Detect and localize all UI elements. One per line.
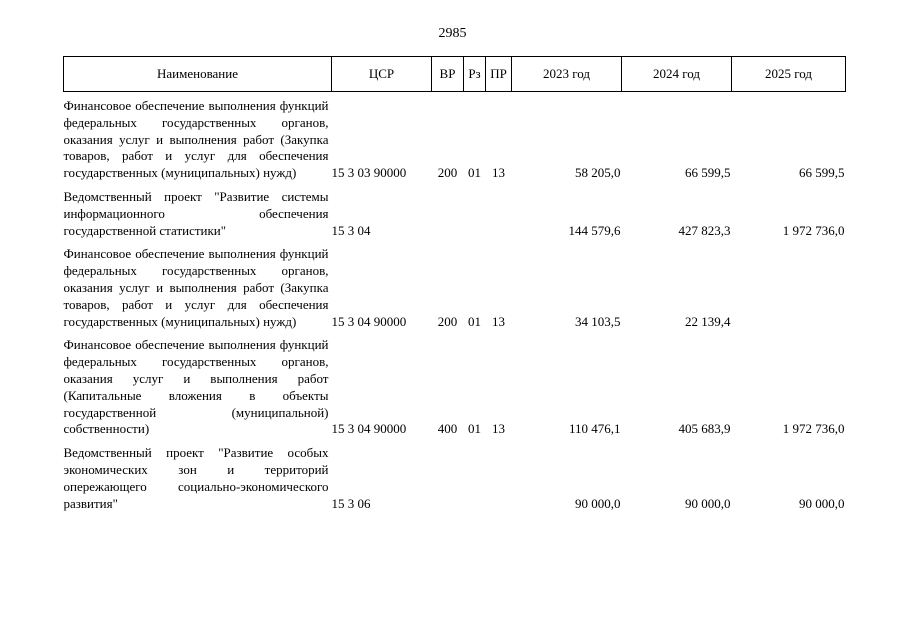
row-name: Ведомственный проект "Развитие особых экономических зон и территорий опережающего социально-экономического развития" [63,445,329,511]
row-rz [464,445,486,519]
header-rz: Рз [464,57,486,92]
header-csr: ЦСР [332,57,432,92]
page-number: 2985 [438,26,467,41]
table-row [64,92,846,189]
row-rz: 01 [468,421,481,437]
row-rz: 01 [468,313,481,329]
row-2025: 90 000,0 [799,495,845,511]
row-2023: 90 000,0 [575,495,621,511]
header-vr: ВР [432,57,464,92]
row-csr: 15 3 03 90000 [331,165,407,181]
row-2024: 405 683,9 [678,421,731,437]
row-name: Финансовое обеспечение выполнения функций федеральных государственных органов, оказания услуг и выполнения работ (Закупка товаров, работ и услуг для обеспечения государственных (муниципальных) нужд) [63,98,329,181]
row-csr: 15 3 06 [331,495,371,511]
row-vr: 400 [437,421,458,437]
row-2025: 1 972 736,0 [782,421,845,437]
row-2023: 34 103,5 [575,313,621,329]
row-2024: 90 000,0 [685,495,731,511]
row-pr: 13 [492,421,505,437]
row-pr [486,189,512,246]
row-csr: 15 3 04 90000 [331,421,407,437]
row-2023: 110 476,1 [568,421,621,437]
row-2024: 427 823,3 [678,222,731,238]
row-2024: 66 599,5 [685,165,731,181]
table-row [64,246,846,337]
header-2023: 2023 год [512,57,622,92]
row-pr [486,445,512,519]
row-rz: 01 [468,165,481,181]
row-2024: 22 139,4 [685,313,731,329]
row-name: Финансовое обеспечение выполнения функций федеральных государственных органов, оказания услуг и выполнения работ (Закупка товаров, работ и услуг для обеспечения государственных (муниципальных) нужд) [63,246,329,329]
row-rz [464,189,486,246]
table-row [64,337,846,445]
header-name: Наименование [64,57,332,92]
row-name: Ведомственный проект "Развитие системы информационного обеспечения государственной статистики" [63,188,329,238]
row-2023: 58 205,0 [575,165,621,181]
row-pr: 13 [492,165,505,181]
table-row [64,189,846,246]
row-vr: 200 [437,165,458,181]
header-2025: 2025 год [732,57,846,92]
row-csr: 15 3 04 90000 [331,313,407,329]
budget-table [63,56,846,519]
row-vr [432,189,464,246]
row-2025: 66 599,5 [799,165,845,181]
row-pr: 13 [492,313,505,329]
row-name: Финансовое обеспечение выполнения функций федеральных государственных органов, оказания услуг и выполнения работ (Капитальные вложения в объекты государственной (муниципальной) собственности) [63,337,329,437]
row-csr: 15 3 04 [331,222,371,238]
row-vr [432,445,464,519]
header-2024: 2024 год [622,57,732,92]
row-2023: 144 579,6 [568,222,621,238]
header-pr: ПР [486,57,512,92]
table-row [64,445,846,519]
row-2025 [732,246,846,337]
table-header-row [64,57,846,92]
row-2025: 1 972 736,0 [782,222,845,238]
row-vr: 200 [437,313,458,329]
